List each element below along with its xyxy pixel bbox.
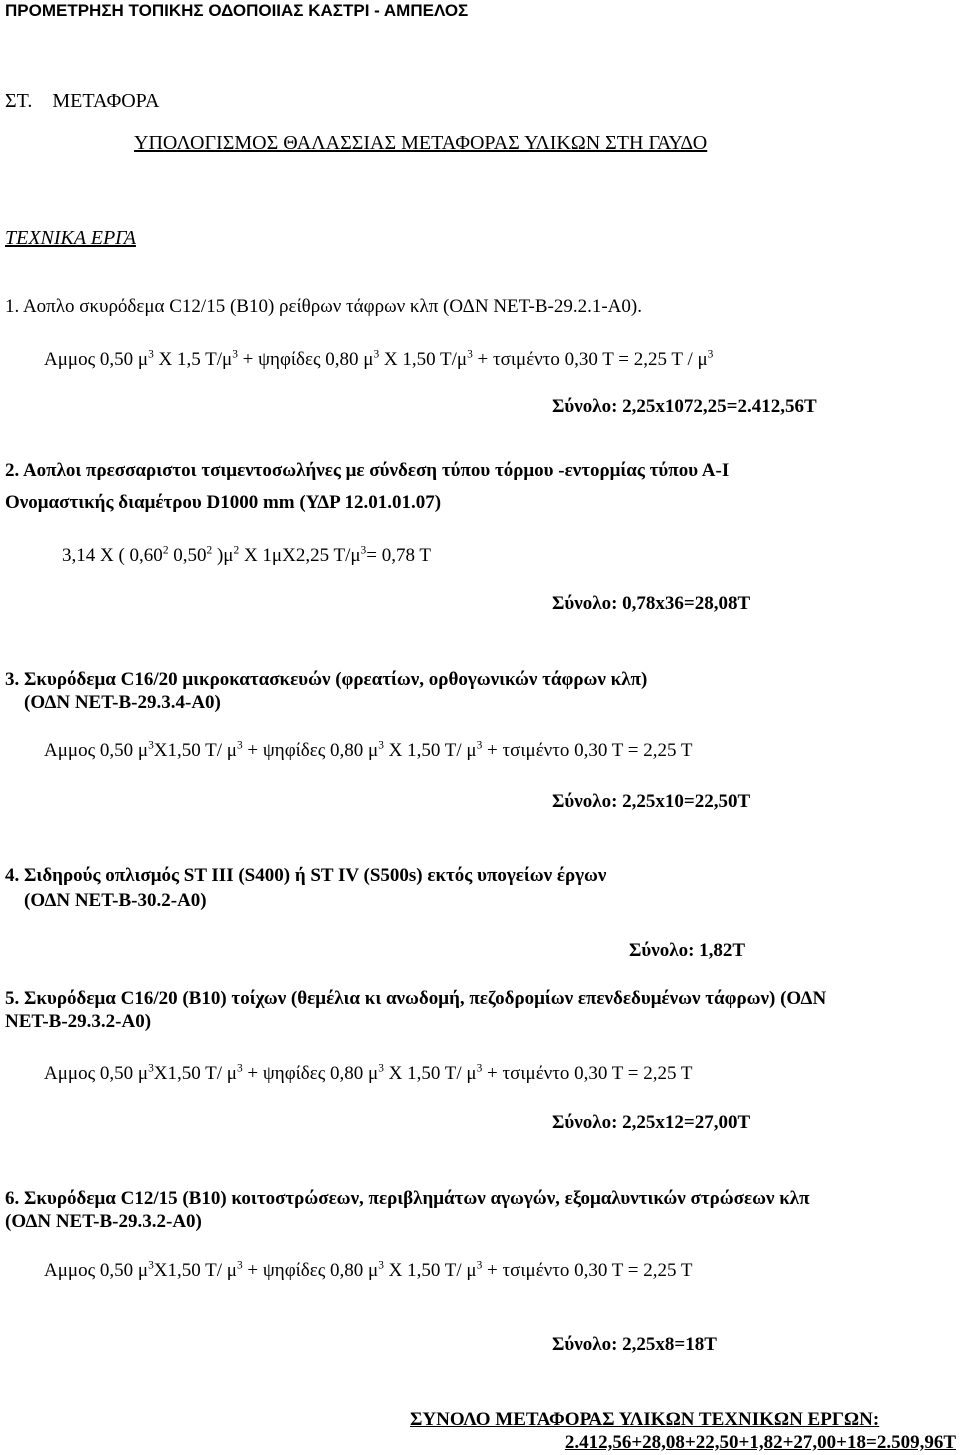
item-2-formula: 3,14 Χ ( 0,60$^2$ 0,50$^2$ )$\mu^2$ Χ 1μΧ2,25 $T/\mu^3= 0,78$ Τ	[62, 544, 431, 566]
item-2-title-line-1: 2. Αοπλοι πρεσσαριστοι τσιμεντοσωλήνες με σύνδεση τύπου τόρμου -εντορμίας τύπου Α-Ι	[5, 460, 730, 481]
item-3-formula: Αμμος 0,50 $\mu^3X1,50$ Τ/ $\mu^3 + \psi\eta\varphi ί\delta\varepsilon\varsigma$ 0,80 $\mu^3$ Χ 1,50 Τ/ $\mu^3 + \tau\sigma\iota\mu έ\nu\tau o$ 0,30 Τ = 2,25 Τ	[44, 739, 693, 761]
item-5-total: Σύνολο: 2,25x12=27,00T	[552, 1112, 751, 1133]
section-subtitle: ΥΠΟΛΟΓΙΣΜΟΣ ΘΑΛΑΣΣΙΑΣ ΜΕΤΑΦΟΡΑΣ ΥΛΙΚΩΝ ΣΤΗ ΓΑΥΔΟ	[134, 132, 708, 154]
item-5-title-line-2: ΝΕΤ-Β-29.3.2-Α0)	[5, 1011, 152, 1032]
item-2-title-line-2: Ονομαστικής διαμέτρου D1000 mm (ΥΔΡ 12.01.01.07)	[5, 492, 442, 513]
item-4-total: Σύνολο: 1,82Τ	[629, 940, 746, 961]
item-1-formula: Αμμος 0,50 $\mu^3$ Χ 1,5 $T/\mu^3 + \psi\eta\varphi ί\delta\varepsilon\varsigma$ 0,80 $\mu^3$ Χ 1,50 $T/\mu^3 + \tau\sigma\iota\mu έ\nu\tau o$ 0,30 Τ = 2,25 Τ / $\mu^3$	[44, 348, 714, 370]
grand-total-value: 2.412,56+28,08+22,50+1,82+27,00+18=2.509,96T	[564, 1432, 956, 1453]
item-5-title-line-1: 5. Σκυρόδεμα C16/20 (B10) τοίχων (θεμέλια κι ανωδομή, πεζοδρομίων επενδεδυμένων τάφρων) (ΟΔΝ	[5, 988, 827, 1009]
item-3-total: Σύνολο: 2,25x10=22,50T	[552, 791, 751, 812]
item-6-total: Σύνολο: 2,25x8=18T	[552, 1334, 717, 1355]
section-title: ΜΕΤΑΦΟΡΑ	[52, 90, 160, 112]
item-3-title-line-2: (ΟΔΝ ΝΕΤ-Β-29.3.4-Α0)	[24, 692, 221, 713]
item-4-title-line-2: (ΟΔΝ ΝΕΤ-Β-30.2-Α0)	[24, 890, 207, 911]
section-number: ΣΤ.	[5, 90, 33, 112]
item-6-title-line-1: 6. Σκυρόδεμα C12/15 (B10) κοιτοστρώσεων, περιβλημάτων αγωγών, εξομαλυντικών στρώσεων κλπ	[5, 1188, 810, 1209]
item-6-formula: Αμμος 0,50 $\mu^3X1,50$ Τ/ $\mu^3 + \psi\eta\varphi ί\delta\varepsilon\varsigma$ 0,80 $\mu^3$ Χ 1,50 Τ/ $\mu^3 + \tau\sigma\iota\mu έ\nu\tau o$ 0,30 Τ = 2,25 Τ	[44, 1259, 693, 1281]
item-1-total: Σύνολο: 2,25x1072,25=2.412,56T	[552, 396, 817, 417]
section-heading	[5, 90, 159, 113]
item-5-formula: Αμμος 0,50 $\mu^3X1,50$ Τ/ $\mu^3 + \psi\eta\varphi ί\delta\varepsilon\varsigma$ 0,80 $\mu^3$ Χ 1,50 Τ/ $\mu^3 + \tau\sigma\iota\mu έ\nu\tau o$ 0,30 Τ = 2,25 Τ	[44, 1062, 693, 1084]
item-6-title-line-2: (ΟΔΝ ΝΕΤ-Β-29.3.2-Α0)	[5, 1211, 202, 1232]
item-2-total: Σύνολο: 0,78x36=28,08T	[552, 593, 751, 614]
item-4-title-line-1: 4. Σιδηρούς οπλισμός ST III (S400) ή ST IV (S500s) εκτός υπογείων έργων	[5, 865, 607, 886]
item-3-title-line-1: 3. Σκυρόδεμα C16/20 μικροκατασκευών (φρεατίων, ορθογωνικών τάφρων κλπ)	[5, 669, 648, 690]
grand-total-label: ΣΥΝΟΛΟ ΜΕΤΑΦΟΡΑΣ ΥΛΙΚΩΝ ΤΕΧΝΙΚΩΝ ΕΡΓΩΝ:	[410, 1409, 880, 1430]
group-title: ΤΕΧΝΙΚΑ ΕΡΓΑ	[5, 227, 136, 249]
item-1-title: 1. Αοπλο σκυρόδεμα C12/15 (B10) ρείθρων τάφρων κλπ (ΟΔΝ ΝΕΤ-Β-29.2.1-Α0).	[5, 296, 642, 317]
page-header: ΠΡΟΜΕΤΡΗΣΗ ΤΟΠΙΚΗΣ ΟΔΟΠΟΙΙΑΣ ΚΑΣΤΡΙ - ΑΜΠΕΛΟΣ	[5, 1, 469, 20]
